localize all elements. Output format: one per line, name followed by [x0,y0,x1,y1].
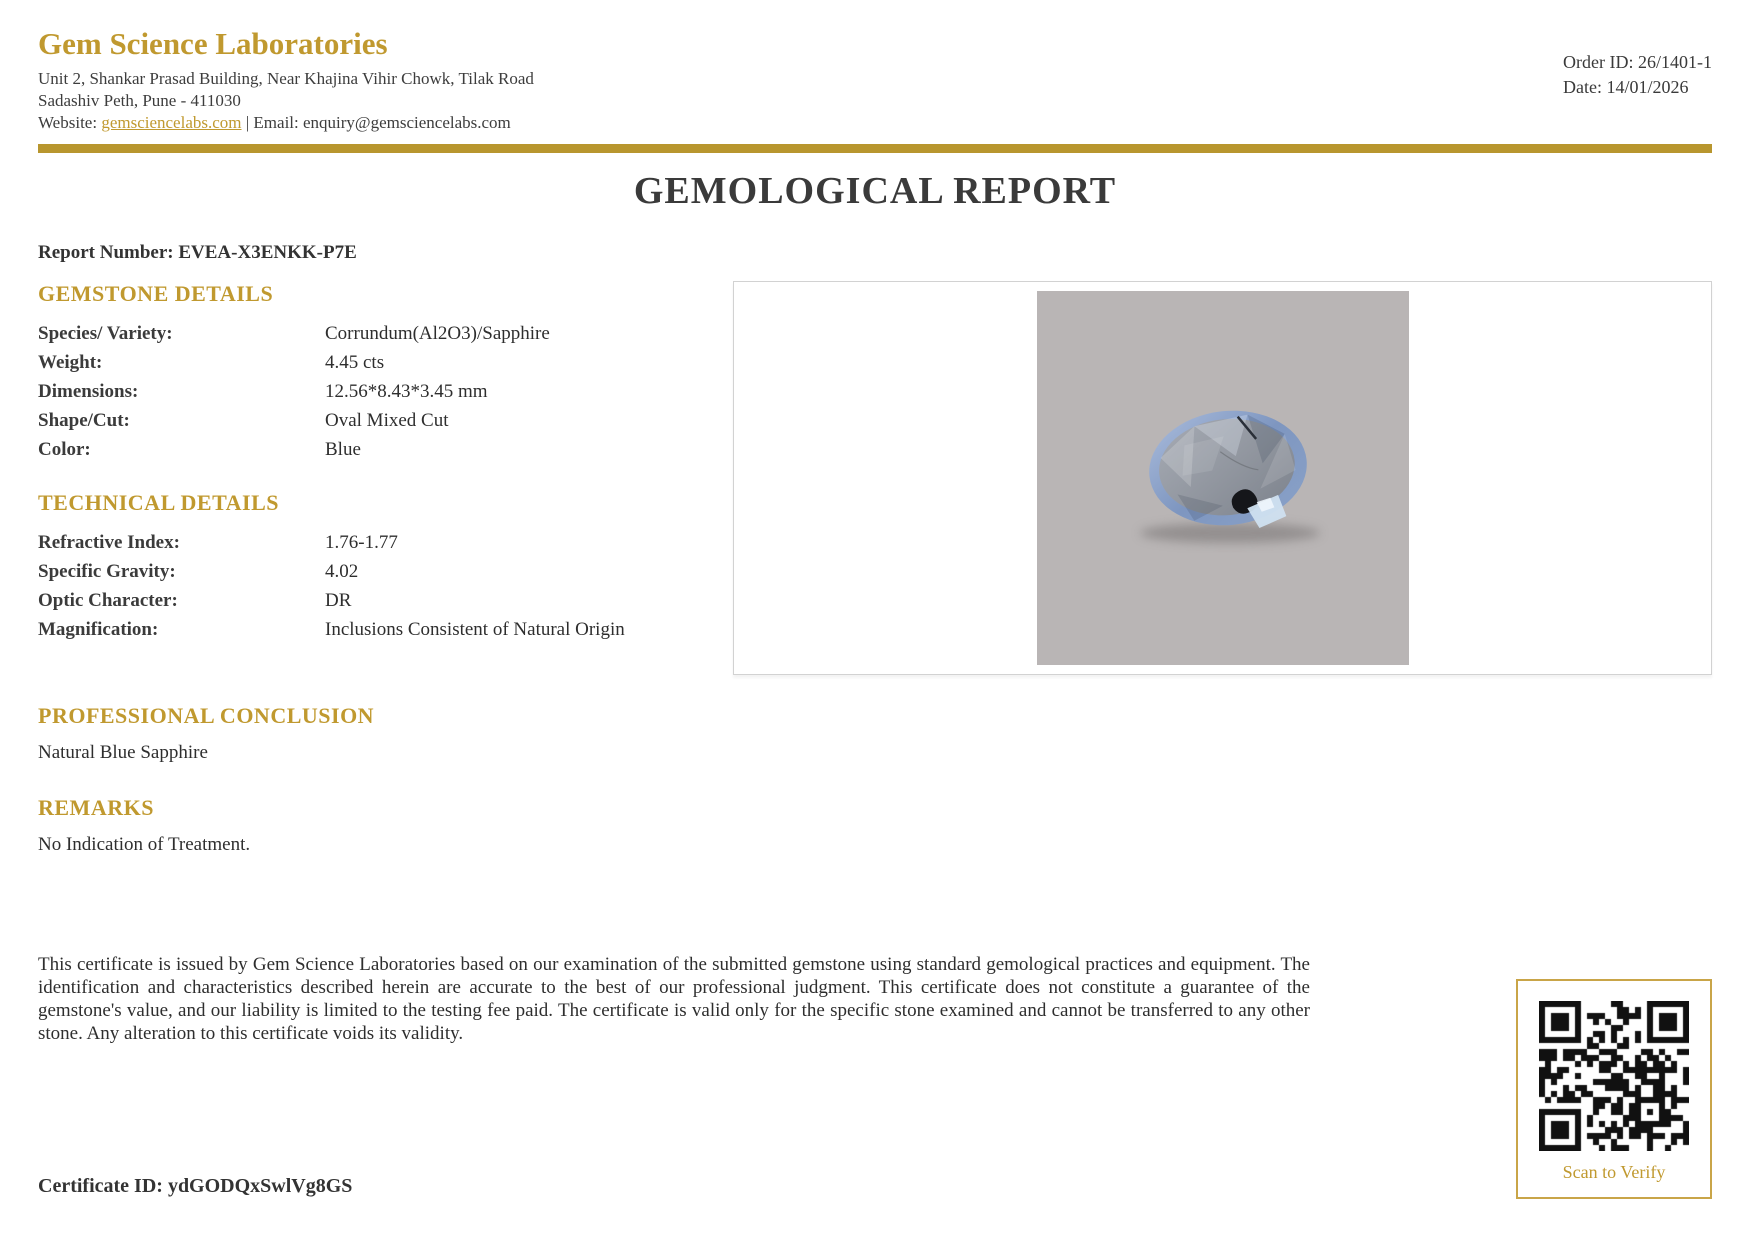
technical-details-heading: TECHNICAL DETAILS [38,490,279,515]
gemstone-photo [1037,291,1409,665]
footer-left [38,953,1316,1199]
company-name: Gem Science Laboratories [38,26,388,61]
divider-bar [38,144,1712,153]
detail-value: Inclusions Consistent of Natural Origin [325,619,625,640]
gemstone-image [1037,291,1409,665]
conclusion-section [38,703,1712,765]
detail-label: Magnification: [38,619,159,640]
certificate-id-value: ydGODQxSwlVg8GS [167,1175,353,1197]
header-right [1563,50,1712,134]
order-id-label: Order ID: [1563,52,1634,72]
conclusion-text: Natural Blue Sapphire [38,742,208,763]
detail-value: Blue [325,439,361,460]
footer-area [38,953,1712,1199]
email-label: Email: [253,113,299,132]
email-value: enquiry@gemsciencelabs.com [303,113,511,132]
detail-row-refractive-index [38,528,733,557]
detail-row-weight [38,348,733,377]
detail-label: Species/ Variety: [38,323,173,344]
remarks-text: No Indication of Treatment. [38,834,251,855]
report-number-line [38,241,1712,265]
detail-value: DR [325,590,352,611]
qr-verify-box [1516,979,1712,1199]
photo-frame [733,281,1712,675]
detail-value: Corrundum(Al2O3)/Sapphire [325,323,550,344]
detail-row-species [38,319,733,348]
order-id-value: 26/1401-1 [1638,52,1712,72]
date-value: 14/01/2026 [1606,77,1689,97]
remarks-heading: REMARKS [38,795,154,820]
qr-label: Scan to Verify [1562,1162,1666,1182]
conclusion-heading: PROFESSIONAL CONCLUSION [38,703,375,728]
detail-row-shape [38,406,733,435]
contact-line [38,112,534,134]
order-id-line [1563,50,1712,75]
certificate-id-label: Certificate ID: [38,1175,163,1197]
detail-label: Shape/Cut: [38,410,130,431]
detail-label: Weight: [38,352,103,373]
header-left [38,26,534,134]
detail-label: Specific Gravity: [38,561,176,582]
main-content [38,281,1712,675]
contact-separator: | [245,113,250,132]
detail-value: 4.45 cts [325,352,385,373]
gemstone-details-heading: GEMSTONE DETAILS [38,281,274,306]
detail-value: 12.56*8.43*3.45 mm [325,381,488,402]
date-label: Date: [1563,77,1602,97]
address-line-1: Unit 2, Shankar Prasad Building, Near Khajina Vihir Chowk, Tilak Road [38,69,534,88]
detail-value: 1.76-1.77 [325,532,398,553]
qr-code [1539,1001,1689,1151]
address-line-2: Sadashiv Peth, Pune - 411030 [38,91,241,110]
detail-label: Color: [38,439,91,460]
certificate-id-line [38,1173,1316,1199]
detail-label: Refractive Index: [38,532,180,553]
report-number-value: EVEA-X3ENKK-P7E [178,242,357,263]
detail-row-specific-gravity [38,557,733,586]
page-title: GEMOLOGICAL REPORT [633,170,1117,212]
gemstone-details-section [38,281,733,464]
details-column [38,281,733,675]
technical-details-section [38,490,733,644]
remarks-section [38,795,1712,857]
disclaimer-text: This certificate is issued by Gem Science Laboratories based on our examination of the submitted gemstone using standard gemological practices and equipment. The identification and characteristics described herein are accurate to the best of our professional judgment. This certificate does not constitute a guarantee of the gemstone's value, and our liability is limited to the testing fee paid. The certificate is valid only for the specific stone examined and cannot be transferred to any other stone. Any alteration to this certificate voids its validity. [38,954,1310,1044]
website-link[interactable]: gemsciencelabs.com [101,113,242,132]
detail-row-color [38,435,733,464]
detail-row-magnification [38,615,733,644]
website-label: Website: [38,113,98,132]
report-number-label: Report Number: [38,242,174,263]
detail-label: Dimensions: [38,381,139,402]
detail-value: Oval Mixed Cut [325,410,449,431]
detail-label: Optic Character: [38,590,178,611]
detail-value: 4.02 [325,561,359,582]
report-header [38,26,1712,134]
detail-row-dimensions [38,377,733,406]
date-line [1563,75,1712,100]
gem-shadow [1140,523,1320,543]
detail-row-optic-character [38,586,733,615]
